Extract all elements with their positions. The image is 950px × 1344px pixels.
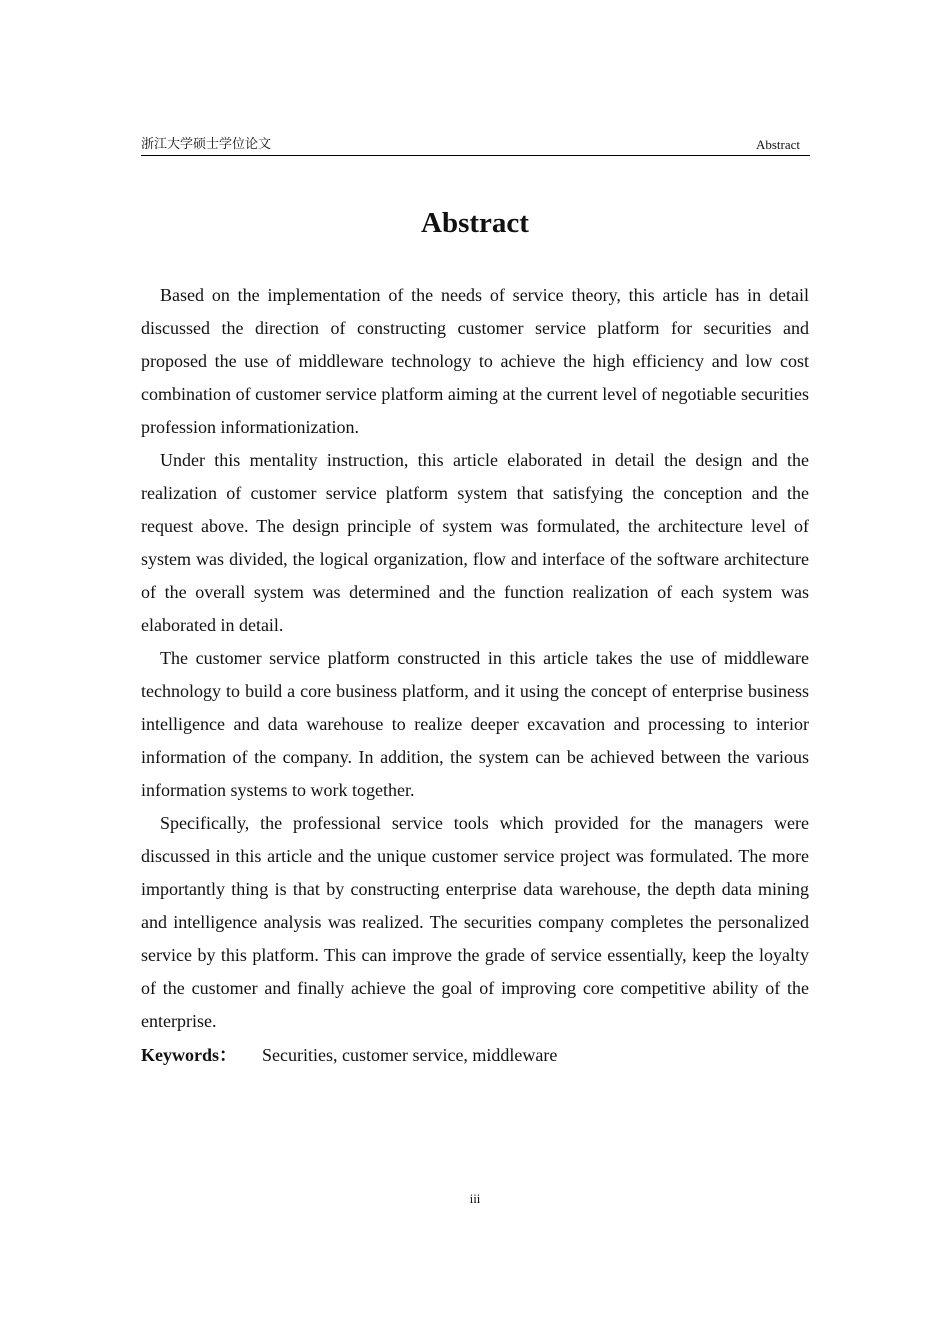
running-header (141, 135, 810, 156)
page-title: Abstract (421, 207, 529, 239)
page-number: iii (469, 1191, 481, 1206)
keywords-label: Keywords： (141, 1045, 237, 1065)
abstract-paragraph-4: Specifically, the professional service tools which provided for the managers were discussed in this article and the unique customer service project was formulated. The more importantly thing is that by constructing enterprise data warehouse, the depth data mining and intelligence analysis was realized. The securities company completes the personalized service by this platform. This can improve the grade of service essentially, keep the loyalty of the customer and finally achieve the goal of improving core competitive ability of the enterprise. (141, 813, 809, 1031)
header-thesis-title: 浙江大学硕士学位论文 (141, 137, 272, 152)
abstract-paragraph-2: Under this mentality instruction, this article elaborated in detail the design and the realization of customer service platform system that satisfying the conception and the request above. The design principle of system was formulated, the architecture level of system was divided, the logical organization, flow and interface of the software architecture of the overall system was determined and the function realization of each system was elaborated in detail. (141, 450, 809, 635)
abstract-body (141, 279, 809, 1072)
keywords-value: Securities, customer service, middleware (262, 1045, 558, 1065)
header-section-name: Abstract (755, 137, 800, 152)
abstract-paragraph-1: Based on the implementation of the needs of service theory, this article has in detail discussed the direction of constructing customer service platform for securities and proposed the use of middleware technology to achieve the high efficiency and low cost combination of customer service platform aiming at the current level of negotiable securities profession informationization. (141, 285, 809, 437)
abstract-paragraph-3: The customer service platform constructed in this article takes the use of middleware technology to build a core business platform, and it using the concept of enterprise business intelligence and data warehouse to realize deeper excavation and processing to interior information of the company. In addition, the system can be achieved between the various information systems to work together. (141, 648, 809, 800)
keywords-line (141, 1039, 809, 1072)
